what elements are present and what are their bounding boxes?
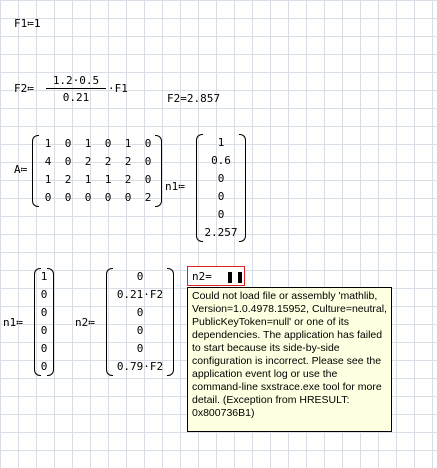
matrix-cell: 1 bbox=[84, 173, 92, 186]
vector-cell: 0 bbox=[40, 342, 48, 355]
matrix-cell: 1 bbox=[44, 173, 52, 186]
vector-cell: 1 bbox=[40, 270, 48, 283]
f2-name: F2 bbox=[14, 82, 28, 95]
matrix-cell: 0 bbox=[64, 155, 72, 168]
vector-cell: 1 bbox=[217, 136, 225, 149]
matrix-cell: 0 bbox=[64, 137, 72, 150]
f1-value: 1 bbox=[33, 17, 41, 30]
assign-op: ≔ bbox=[20, 163, 28, 176]
vector-cell: 0 bbox=[217, 190, 225, 203]
assign-op: ≔ bbox=[178, 180, 185, 193]
matrix-cell: 2 bbox=[64, 173, 72, 186]
matrix-cell: 0 bbox=[144, 155, 152, 168]
n1-name: n1 bbox=[165, 180, 179, 193]
vector-cell: 0 bbox=[40, 306, 48, 319]
matrix-cell: 0 bbox=[104, 191, 112, 204]
n1-name: n1 bbox=[3, 316, 17, 329]
a-name: A bbox=[14, 163, 21, 176]
matrix-cell: 2 bbox=[144, 191, 152, 204]
f2-numerator: 1.2·0.5 bbox=[46, 74, 106, 89]
f2-eval-text: F2=2.857 bbox=[167, 92, 220, 105]
assign-op: ≔ bbox=[27, 82, 34, 95]
f2-denominator: 0.21 bbox=[62, 91, 90, 104]
vector-cell: 0 bbox=[136, 342, 144, 355]
n1-top-vector[interactable] bbox=[196, 134, 246, 242]
matrix-cell: 0 bbox=[144, 173, 152, 186]
vector-cell: 0 bbox=[217, 208, 225, 221]
matrix-cell: 1 bbox=[104, 173, 112, 186]
matrix-cell: 1 bbox=[124, 137, 132, 150]
matrix-cell: 0 bbox=[144, 137, 152, 150]
n2-error-evaluation[interactable] bbox=[187, 266, 245, 286]
f2-evaluation[interactable] bbox=[167, 92, 220, 105]
matrix-cell: 0 bbox=[124, 191, 132, 204]
vector-cell: 0 bbox=[40, 288, 48, 301]
matrix-cell: 0 bbox=[44, 191, 52, 204]
assign-op: ≔ bbox=[88, 316, 95, 329]
vector-cell: 0 bbox=[136, 324, 144, 337]
f2-fraction bbox=[46, 74, 106, 104]
n1-bottom-label bbox=[3, 316, 23, 329]
cursor-icon bbox=[236, 270, 242, 283]
matrix-cell: 0 bbox=[64, 191, 72, 204]
matrix-cell: 1 bbox=[44, 137, 52, 150]
assign-op: ≔ bbox=[27, 17, 34, 30]
n2-eval-text: n2= bbox=[192, 270, 212, 283]
assign-op: ≔ bbox=[16, 316, 23, 329]
vector-cell: 0.21·F2 bbox=[116, 288, 164, 301]
f1-name: F1 bbox=[14, 17, 28, 30]
vector-cell: 0 bbox=[40, 360, 48, 373]
n2-name: n2 bbox=[75, 316, 89, 329]
vector-cell: 0 bbox=[136, 270, 144, 283]
vector-cell: 2.257 bbox=[204, 226, 238, 239]
matrix-a-label bbox=[14, 163, 27, 176]
n1-top-label bbox=[165, 180, 185, 193]
matrix-cell: 2 bbox=[104, 155, 112, 168]
n2-vector[interactable] bbox=[106, 268, 174, 376]
matrix-cell: 0 bbox=[84, 191, 92, 204]
vector-cell: 0.6 bbox=[211, 154, 231, 167]
n2-label bbox=[75, 316, 95, 329]
matrix-cell: 4 bbox=[44, 155, 52, 168]
matrix-cell: 2 bbox=[124, 155, 132, 168]
vector-cell: 0.79·F2 bbox=[116, 360, 164, 373]
f2-definition[interactable] bbox=[14, 74, 164, 108]
error-tooltip: Could not load file or assembly 'mathlib, Version=1.0.4978.15952, Culture=neutral, PublicKeyToken=null' or one of its dependencies. The application has failed to start because its side-by-side configuration is incorrect. Please see the application event log or use the command-line sxstrace.exe tool for more detail. (Exception from HRESULT: 0x800736B1) bbox=[187, 287, 392, 432]
matrix-cell: 0 bbox=[104, 137, 112, 150]
vector-cell: 0 bbox=[40, 324, 48, 337]
vector-cell: 0 bbox=[217, 172, 225, 185]
cursor-icon bbox=[226, 270, 232, 283]
matrix-cell: 2 bbox=[84, 155, 92, 168]
matrix-a[interactable] bbox=[32, 135, 162, 207]
matrix-cell: 1 bbox=[84, 137, 92, 150]
vector-cell: 0 bbox=[136, 306, 144, 319]
n1-bottom-vector[interactable] bbox=[34, 268, 54, 376]
f2-multiplier: ·F1 bbox=[108, 82, 128, 95]
matrix-cell: 2 bbox=[124, 173, 132, 186]
f1-definition[interactable] bbox=[14, 17, 41, 30]
